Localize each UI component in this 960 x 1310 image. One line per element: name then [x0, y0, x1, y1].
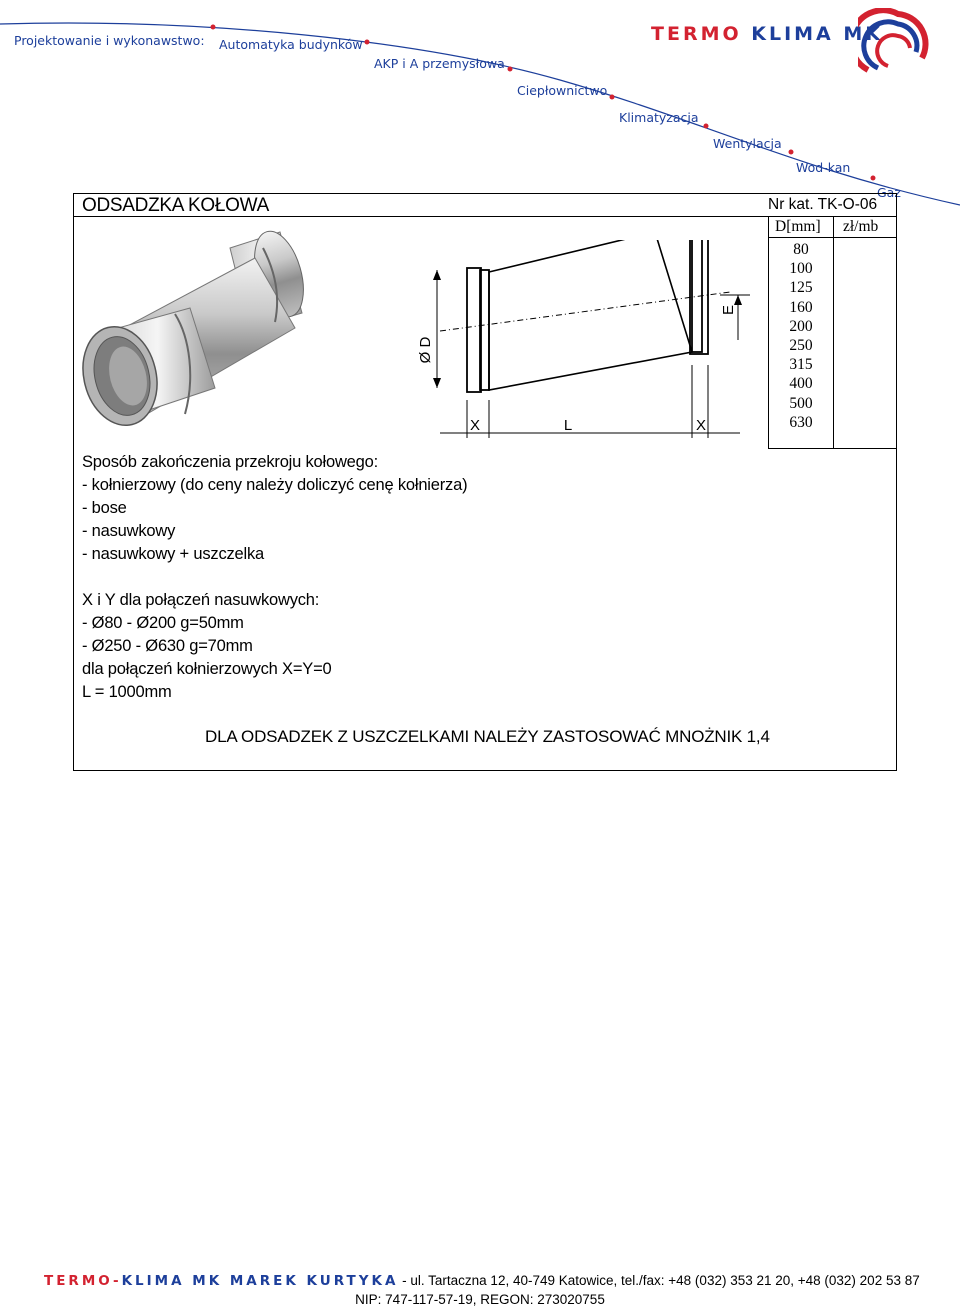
service-air-conditioning: Klimatyzacja — [619, 110, 699, 125]
column-separator — [833, 216, 834, 448]
diameter-list — [769, 240, 833, 432]
company-logo-mark — [858, 8, 930, 80]
dimension-x-right-label: X — [695, 417, 707, 434]
diameter-row: 160 — [789, 298, 813, 316]
header-dot — [211, 25, 216, 30]
footer-address: - ul. Tartaczna 12, 40-749 Katowice, tel./fax: +48 (032) 353 21 20, +48 (032) 202 53 87 — [398, 1273, 920, 1288]
footer-address-line — [44, 1273, 920, 1289]
endings-item: - bose — [82, 499, 127, 517]
header-dot — [871, 176, 876, 181]
dimension-x-left-label: X — [469, 417, 481, 434]
connections-item: - Ø80 - Ø200 g=50mm — [82, 614, 244, 632]
connections-item: dla połączeń kołnierzowych X=Y=0 — [82, 660, 332, 678]
diameter-row: 630 — [789, 413, 813, 431]
endings-item: - nasuwkowy — [82, 522, 176, 540]
connections-heading: X i Y dla połączeń nasuwkowych: — [82, 591, 320, 609]
header-dot — [704, 124, 709, 129]
service-heating: Ciepłownictwo — [517, 83, 608, 98]
dimension-length-label: L — [563, 417, 573, 434]
column-diameter: D[mm] — [775, 218, 821, 235]
footer-brand: TERMO-KLIMA MK MAREK KURTYKA — [44, 1273, 399, 1289]
dimension-offset-label: E — [720, 304, 737, 316]
endings-section — [82, 451, 467, 566]
endings-item: - kołnierzowy (do ceny należy doliczyć cenę kołnierza) — [82, 476, 468, 494]
service-akp: AKP i A przemysłowa — [374, 56, 505, 71]
diameter-row: 315 — [789, 356, 813, 374]
diameter-row: 500 — [789, 394, 813, 412]
product-photo — [80, 218, 330, 443]
diameter-row: 200 — [789, 317, 813, 335]
header-prefix: Projektowanie i wykonawstwo: — [14, 33, 205, 48]
service-ventilation: Wentylacja — [713, 136, 782, 151]
endings-item: - nasuwkowy + uszczelka — [82, 545, 265, 563]
diameter-row: 100 — [789, 260, 813, 278]
connections-item: - Ø250 - Ø630 g=70mm — [82, 637, 253, 655]
column-price: zł/mb — [843, 218, 879, 235]
dimension-diameter-label: Ø D — [417, 336, 434, 364]
catalog-number: Nr kat. TK-O-06 — [768, 196, 878, 213]
price-table — [768, 216, 897, 449]
header-dot — [508, 67, 513, 72]
service-water: Wod-kan — [796, 160, 851, 175]
technical-drawing — [400, 240, 760, 440]
header-dot — [789, 150, 794, 155]
endings-heading: Sposób zakończenia przekroju kołowego: — [82, 453, 378, 471]
product-title: ODSADZKA KOŁOWA — [82, 195, 269, 216]
diameter-row: 400 — [789, 375, 813, 393]
diameter-row: 250 — [789, 336, 813, 354]
diameter-row: 125 — [789, 279, 813, 297]
service-gas: Gaz — [877, 185, 901, 200]
connections-item: L = 1000mm — [82, 683, 172, 701]
footer-ids: NIP: 747-117-57-19, REGON: 273020755 — [355, 1292, 605, 1307]
connections-section — [82, 589, 332, 704]
header-dot — [610, 95, 615, 100]
service-automation: Automatyka budynków — [219, 37, 363, 52]
diameter-row: 80 — [793, 241, 809, 258]
header-dot — [365, 40, 370, 45]
gasket-multiplier-note: DLA ODSADZEK Z USZCZELKAMI NALEŻY ZASTOSOWAĆ MNOŻNIK 1,4 — [205, 727, 770, 746]
company-logo-text: TERMO KLIMA MK — [651, 23, 884, 45]
